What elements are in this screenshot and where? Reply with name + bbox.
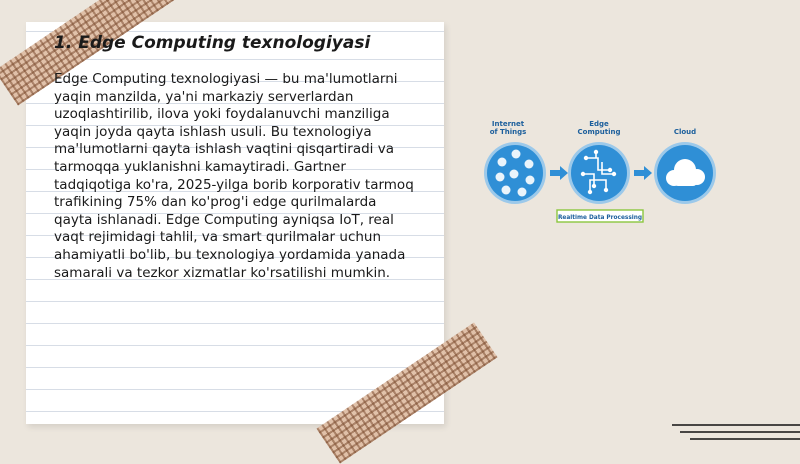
edge-computing-diagram xyxy=(478,112,728,227)
arrow-edge-to-cloud xyxy=(634,166,652,180)
realtime-processing-caption xyxy=(557,210,643,222)
iot-label-line2: of Things xyxy=(489,128,527,136)
caption-text: Realtime Data Processing xyxy=(557,215,643,221)
iot-label-line1: Internet xyxy=(491,120,525,128)
edge-node xyxy=(568,142,630,204)
arrow-iot-to-edge xyxy=(550,166,568,180)
decorative-lines xyxy=(672,422,800,444)
edge-label-line2: Computing xyxy=(577,128,621,136)
cloud-label: Cloud xyxy=(673,128,697,136)
edge-label-line1: Edge xyxy=(589,120,609,128)
iot-node xyxy=(484,142,546,204)
note-body: Edge Computing texnologiyasi — bu ma'lumotlarni yaqin manzilda, ya'ni markaziy serverlardan uzoqlashtirilib, ilova yoki foydalanuvchi manziliga yaqin joyda qayta ishlash usuli. Bu texnologiya ma'lumotlarni qayta ishlash vaqtini qisqartiradi va tarmoqqa yuklanishni kamaytiradi. Gartner tadqiqotiga ko'ra, 2025-yilga borib korporativ tarmoq trafikining 75% dan ko'prog'i edge qurilmalarda qayta ishlanadi. Edge Computing ayniqsa IoT, real vaqt rejimidagi tahlil, va smart qurilmalar uchun ahamiyatli bo'lib, bu texnologiya yordamida yanada samarali va tezkor xizmatlar ko'rsatilishi mumkin. xyxy=(54,71,414,281)
cloud-node xyxy=(654,142,716,204)
note-title: 1. Edge Computing texnologiyasi xyxy=(54,33,371,53)
